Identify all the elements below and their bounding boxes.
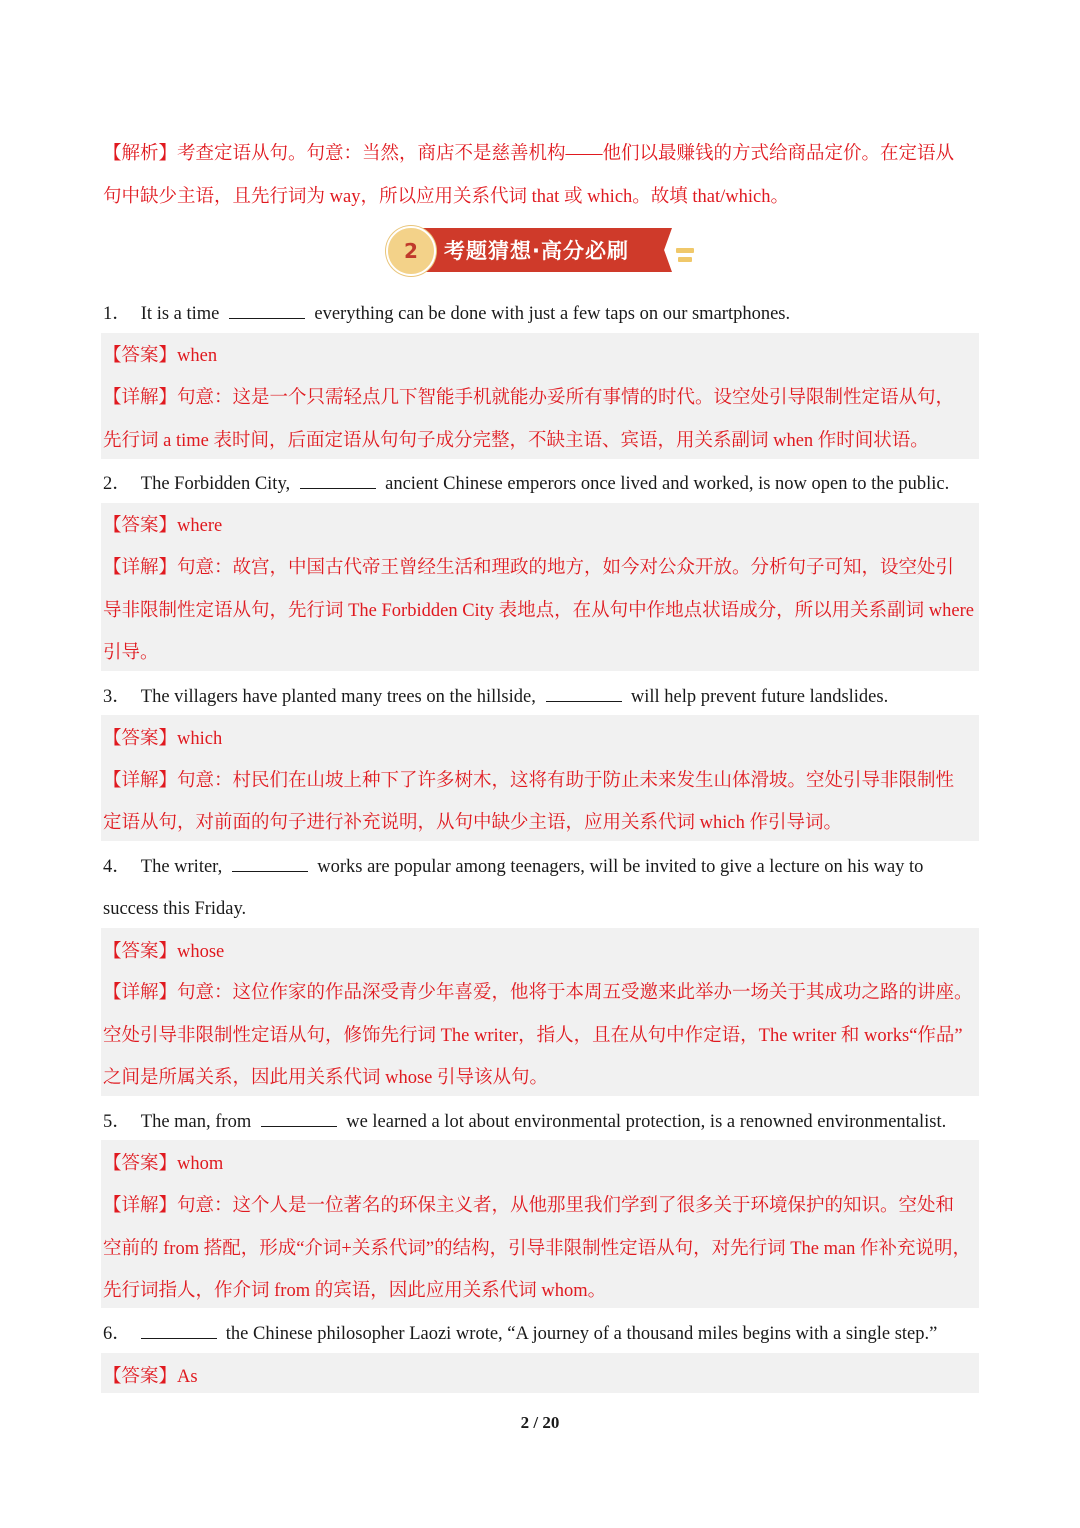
explanation-5-line-3: 先行词指人，作介词 from 的宾语，因此应用关系代词 whom。 [103, 1281, 607, 1301]
question-text-after: the Chinese philosopher Laozi wrote, “A journey of a thousand miles begins with a single step.” [225, 1324, 938, 1344]
question-number: 4． [103, 857, 131, 877]
question-6 [103, 1320, 980, 1348]
question-number: 2． [103, 474, 131, 494]
explanation-3-line-1: 【详解】句意：村民们在山坡上种下了许多树木，这将有助于防止未来发生山体滑坡。空处引导非限制性 [103, 771, 955, 791]
answer-5: 【答案】whom [103, 1154, 224, 1174]
question-5 [103, 1108, 980, 1136]
answer-blank [300, 472, 376, 489]
question-number: 6． [103, 1324, 131, 1344]
answer-2: 【答案】where [103, 516, 223, 536]
question-text-after: works are popular among teenagers, will be invited to give a lecture on his way to [317, 857, 924, 877]
question-4 [103, 853, 980, 881]
banner-deco-icon [678, 257, 692, 262]
question-text-after: will help prevent future landslides. [630, 687, 889, 707]
banner-number-badge: 2 [386, 226, 436, 276]
answer-blank [232, 855, 308, 872]
explanation-1-line-1: 【详解】句意：这是一个只需轻点几下智能手机就能办妥所有事情的时代。设空处引导限制性定语从句， [103, 388, 955, 408]
question-text-after: everything can be done with just a few taps on our smartphones. [314, 304, 791, 324]
question-text-before: The writer, [140, 857, 223, 877]
explanation-2-line-1: 【详解】句意：故宫，中国古代帝王曾经生活和理政的地方，如今对公众开放。分析句子可知，设空处引 [103, 558, 955, 578]
explanation-4-line-3: 之间是所属关系，因此用关系代词 whose 引导该从句。 [103, 1068, 549, 1088]
question-text-after: ancient Chinese emperors once lived and worked, is now open to the public. [385, 474, 950, 494]
question-4-continuation: success this Friday. [103, 899, 247, 919]
question-3 [103, 683, 980, 711]
question-text-after: we learned a lot about environmental protection, is a renowned environmentalist. [346, 1112, 947, 1132]
explanation-4-line-2: 空处引导非限制性定语从句，修饰先行词 The writer，指人，且在从句中作定语，The writer 和 works“作品” [103, 1026, 963, 1046]
intro-line-1: 【解析】考查定语从句。句意：当然，商店不是慈善机构——他们以最赚钱的方式给商品定价。在定语从 [103, 144, 955, 164]
question-text-before: The man, from [140, 1112, 252, 1132]
question-number: 3． [103, 687, 131, 707]
question-1 [103, 300, 980, 328]
question-text-before: It is a time [140, 304, 220, 324]
answer-6: 【答案】As [103, 1367, 198, 1387]
section-banner [384, 224, 704, 278]
question-number: 5． [103, 1112, 131, 1132]
explanation-2-line-3: 引导。 [103, 643, 159, 663]
explanation-2-line-2: 导非限制性定语从句，先行词 The Forbidden City 表地点，在从句中作地点状语成分，所以用关系副词 where [103, 601, 975, 621]
question-text-before: The Forbidden City, [140, 474, 291, 494]
question-text-before: The villagers have planted many trees on the hillside, [140, 687, 536, 707]
answer-blank [546, 685, 622, 702]
answer-blank [229, 302, 305, 319]
explanation-5-line-2: 空前的 from 搭配，形成“介词+关系代词”的结构，引导非限制性定语从句，对先行词 The man 作补充说明， [103, 1239, 972, 1259]
answer-1: 【答案】when [103, 346, 218, 366]
answer-blank [261, 1110, 337, 1127]
banner-deco-icon [676, 248, 694, 253]
question-number: 1． [103, 304, 131, 324]
answer-3: 【答案】which [103, 729, 223, 749]
intro-line-2: 句中缺少主语，且先行词为 way，所以应用关系代词 that 或 which。故填 that/which。 [103, 187, 789, 207]
answer-blank [141, 1322, 217, 1339]
question-2 [103, 470, 980, 498]
explanation-3-line-2: 定语从句，对前面的句子进行补充说明，从句中缺少主语，应用关系代词 which 作引导词。 [103, 813, 842, 833]
explanation-1-line-2: 先行词 a time 表时间，后面定语从句句子成分完整，不缺主语、宾语，用关系副词 when 作时间状语。 [103, 431, 929, 451]
page-number: 2 / 20 [520, 1413, 560, 1432]
explanation-4-line-1: 【详解】句意：这位作家的作品深受青少年喜爱，他将于本周五受邀来此举办一场关于其成功之路的讲座。 [103, 983, 973, 1003]
explanation-5-line-1: 【详解】句意：这个人是一位著名的环保主义者，从他那里我们学到了很多关于环境保护的知识。空处和 [103, 1196, 955, 1216]
answer-4: 【答案】whose [103, 942, 225, 962]
banner-title: 考题猜想·高分必刷 [444, 239, 629, 263]
